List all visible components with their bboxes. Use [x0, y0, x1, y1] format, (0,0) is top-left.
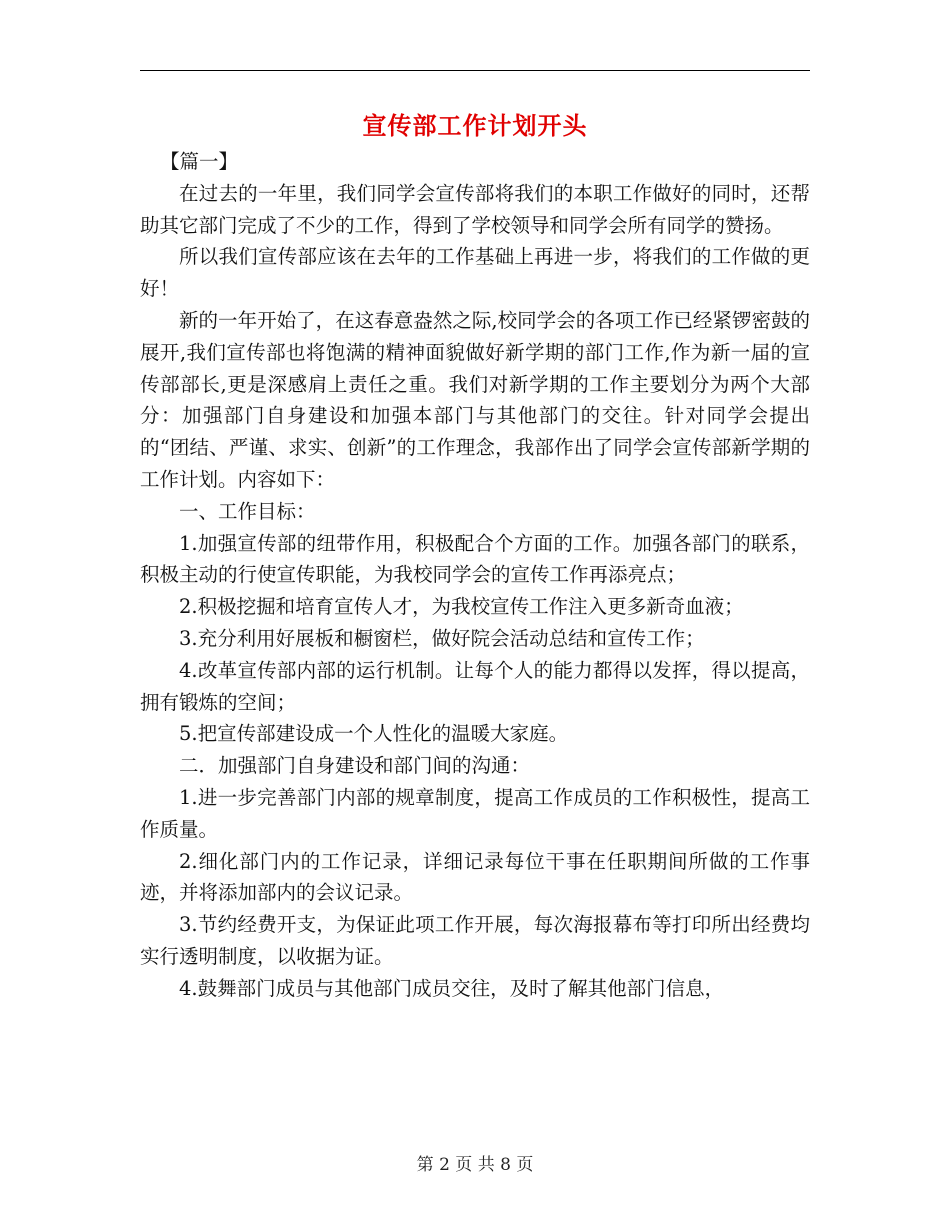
list-item: 4.鼓舞部门成员与其他部门成员交往，及时了解其他部门信息， [179, 976, 725, 1000]
header-rule [140, 70, 810, 71]
document-title: 宣传部工作计划开头 [362, 111, 588, 140]
paragraph: 新的一年开始了，在这春意盎然之际,校同学会的各项工作已经紧锣密鼓的展开,我们宣传部也将饱满的精神面貌做好新学期的部门工作,作为新一届的宣传部部长,更是深感肩上责任之重。我们对新学期的工作主要划分为两个大部分：加强部门自身建设和加强本部门与其他部门的交往。针对同学会提出的“团结、严谨、求实、创新”的工作理念，我部作出了同学会宣传部新学期的工作计划。内容如下： [140, 308, 810, 491]
list-item: 1.进一步完善部门内部的规章制度，提高工作成员的工作积极性，提高工作质量。 [140, 785, 810, 841]
paragraph: 所以我们宣传部应该在去年的工作基础上再进一步，将我们的工作做的更好！ [140, 245, 810, 301]
list-item: 1.加强宣传部的纽带作用，积极配合个方面的工作。加强各部门的联系，积极主动的行使宣传职能，为我校同学会的宣传工作再添亮点； [140, 531, 810, 587]
paragraph: 在过去的一年里，我们同学会宣传部将我们的本职工作做好的同时，还帮助其它部门完成了不少的工作，得到了学校领导和同学会所有同学的赞扬。 [140, 181, 810, 237]
list-item: 2.细化部门内的工作记录，详细记录每位干事在任职期间所做的工作事迹，并将添加部内的会议记录。 [140, 849, 810, 905]
list-item: 3.充分利用好展板和橱窗栏，做好院会活动总结和宣传工作； [179, 626, 705, 650]
section-heading: 二．加强部门自身建设和部门间的沟通： [179, 754, 531, 778]
list-item: 3.节约经费开支，为保证此项工作开展，每次海报幕布等打印所出经费均实行透明制度，以收据为证。 [140, 913, 810, 968]
section-label: 【篇一】 [160, 150, 239, 173]
list-item: 2.积极挖掘和培育宣传人才，为我校宣传工作注入更多新奇血液； [179, 595, 744, 619]
list-item: 4.改革宣传部内部的运行机制。让每个人的能力都得以发挥，得以提高，拥有锻炼的空间； [140, 658, 810, 714]
section-heading: 一、工作目标： [179, 499, 316, 523]
list-item: 5.把宣传部建设成一个人性化的温暖大家庭。 [179, 722, 569, 746]
page-number: 第 2 页 共 8 页 [416, 1155, 534, 1175]
document-body [140, 146, 810, 1005]
